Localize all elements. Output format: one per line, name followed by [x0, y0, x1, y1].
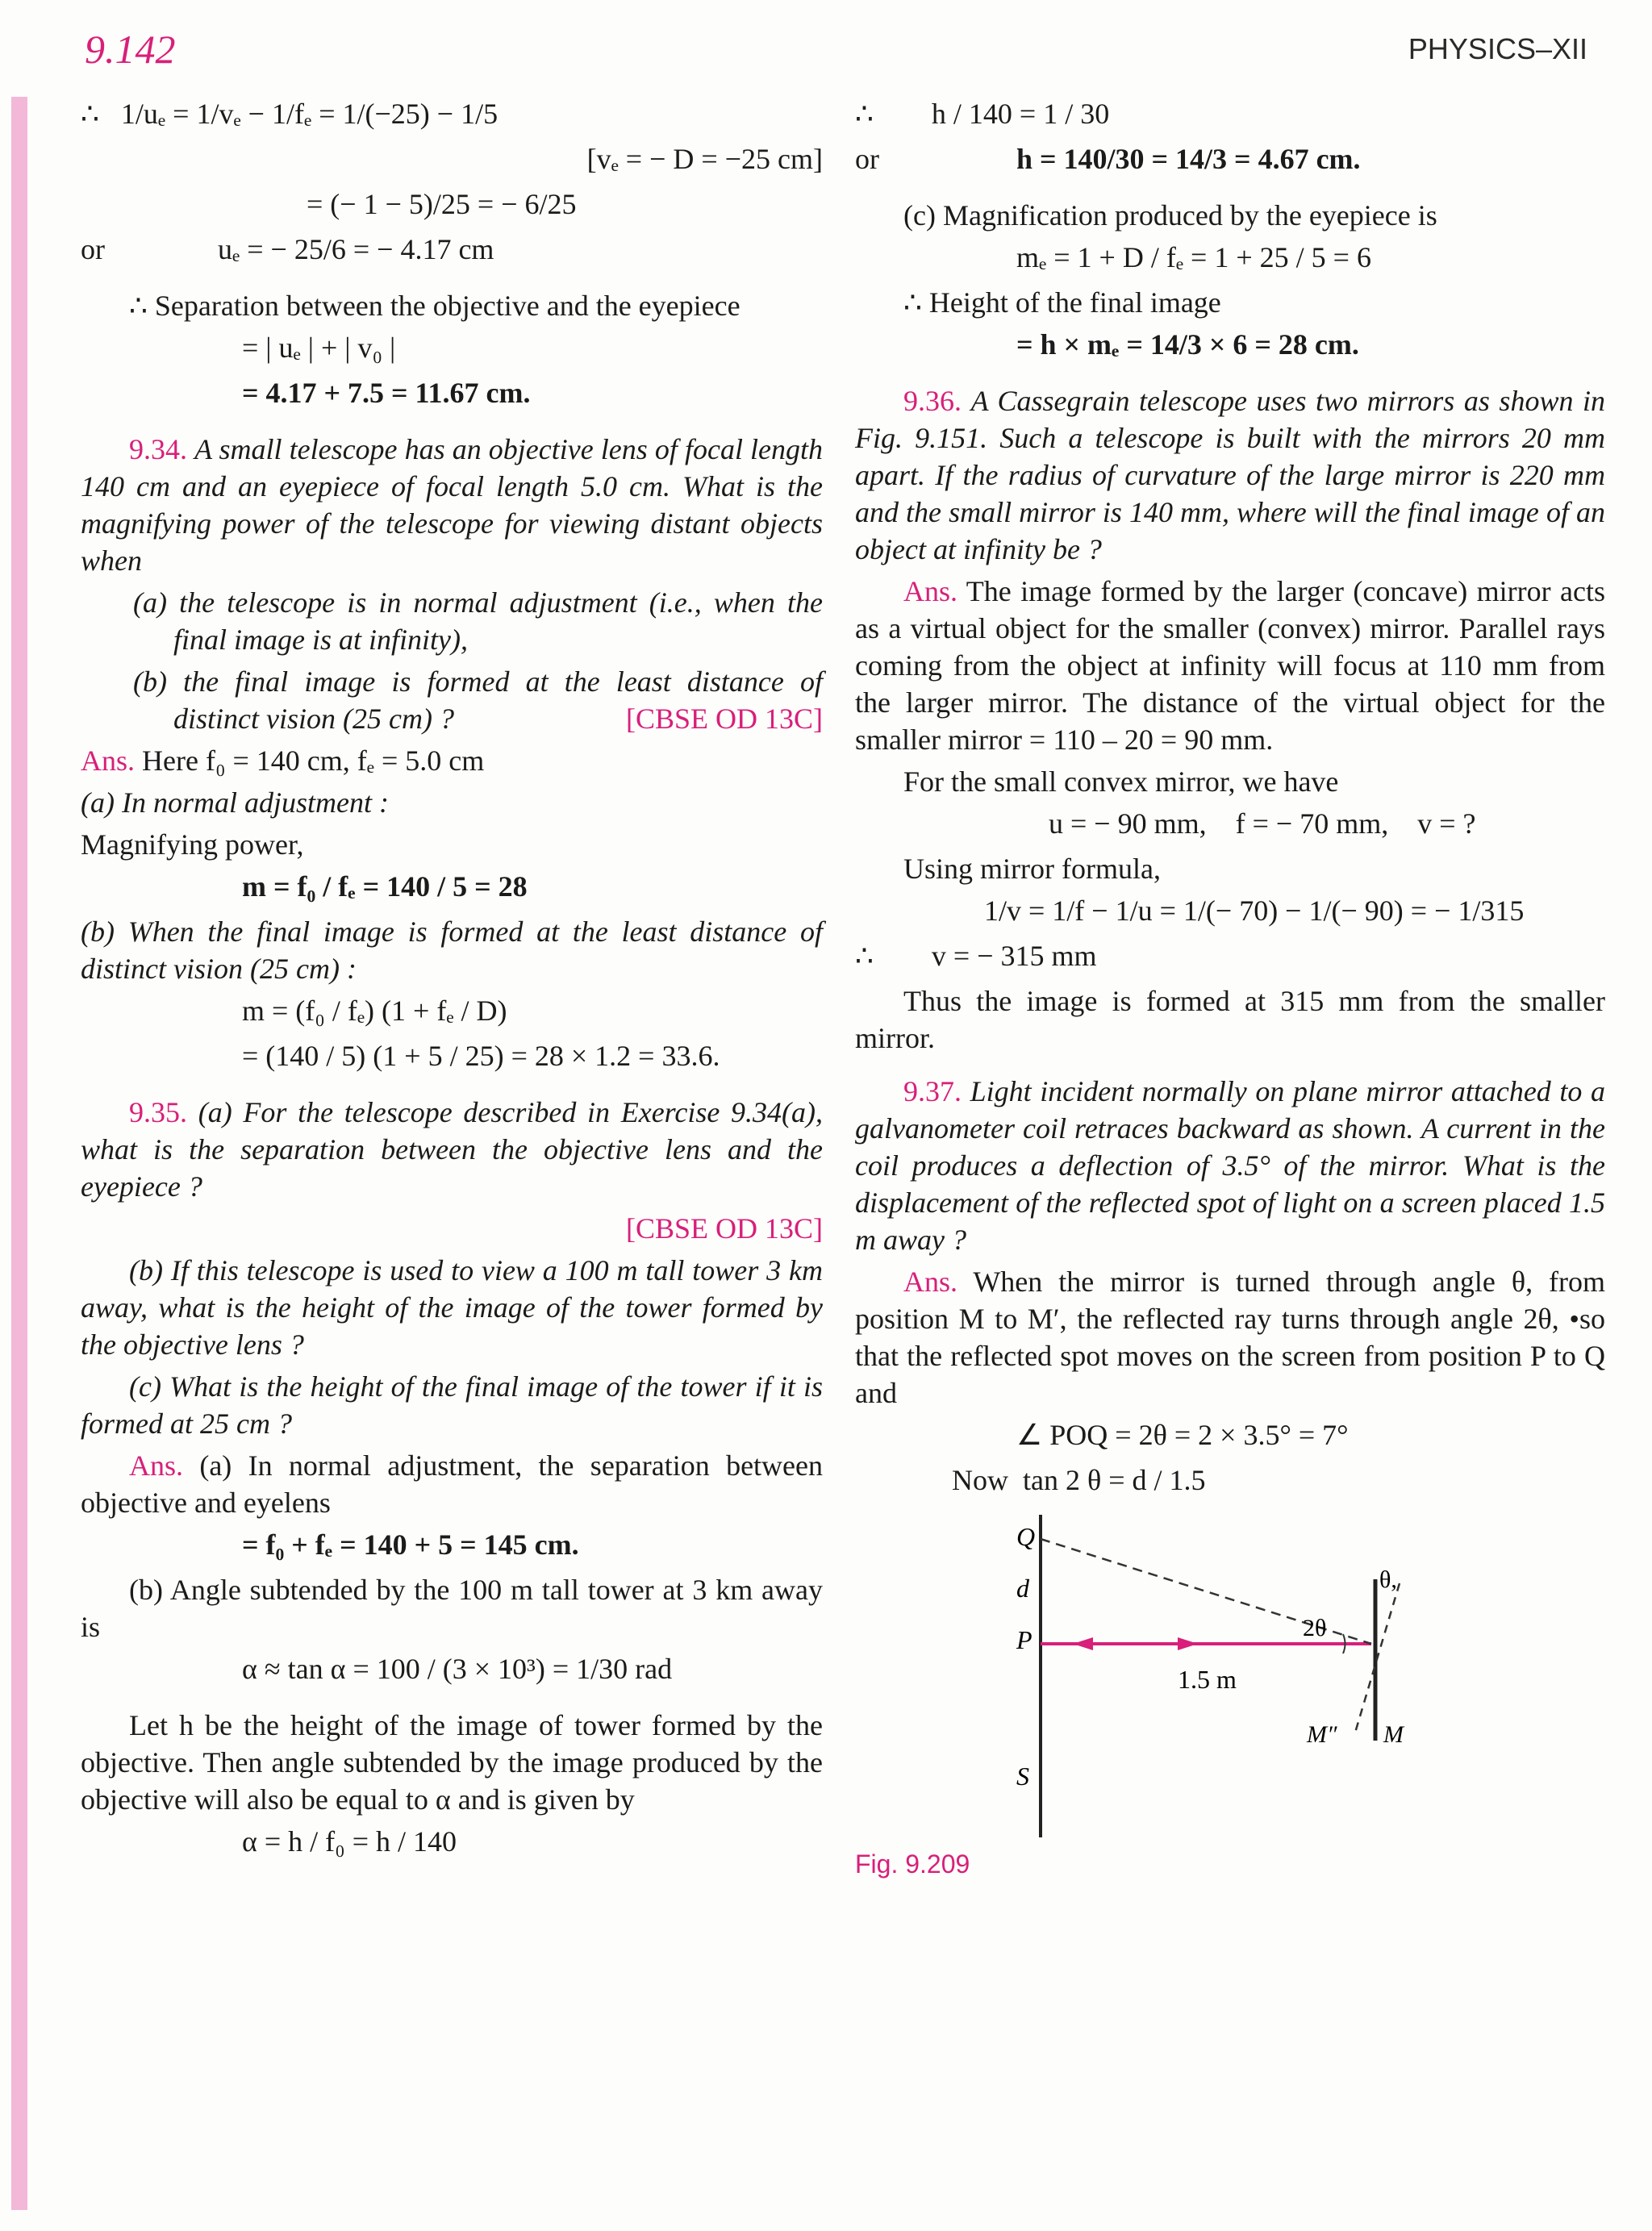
equation-h-ratio: ∴ h / 140 = 1 / 30 [855, 98, 1110, 130]
equation-separation: = f₀ + fₑ = 140 + 5 = 145 cm. [242, 1528, 579, 1561]
question-9-36 [855, 382, 1605, 568]
question-9-35-a: (a) For the telescope described in Exercise 9.34(a), what is the separation between the objective lens and the eyepiece ? [81, 1096, 823, 1203]
equation-h-value: h = 140/30 = 14/3 = 4.67 cm. [1016, 143, 1361, 175]
equation-ue-reciprocal: ∴ 1/uₑ = 1/vₑ − 1/fₑ = 1/(−25) − 1/5 [81, 98, 499, 130]
equation-h-value-row [855, 140, 1605, 177]
or-label: or [81, 233, 105, 265]
separation-equation-2: = 4.17 + 7.5 = 11.67 cm. [242, 377, 531, 409]
equation-ue-final: uₑ = − 25/6 = − 4.17 cm [218, 233, 494, 265]
equation-m-value: = (140 / 5) (1 + 5 / 25) = 28 × 1.2 = 33.6. [242, 1040, 720, 1072]
question-number: 9.37. [903, 1075, 962, 1107]
question-number: 9.34. [129, 433, 187, 465]
final-image-height-line: ∴ Height of the final image [903, 286, 1221, 319]
answer-label: Ans. [129, 1449, 184, 1482]
arrow-head-right [1178, 1637, 1198, 1650]
mirror-formula-head: Using mirror formula, [903, 853, 1161, 885]
label-distance: 1.5 m [1178, 1665, 1237, 1694]
answer-label: Ans. [903, 1266, 958, 1298]
label-theta: θ, [1379, 1566, 1397, 1593]
question-number: 9.36. [903, 385, 962, 417]
equation-m-least-distance: m = (f₀ / fₑ) (1 + fₑ / D) [242, 995, 507, 1027]
equation-me: mₑ = 1 + D / fₑ = 1 + 25 / 5 = 6 [1016, 241, 1371, 273]
question-9-35-c: (c) What is the height of the final image of the tower if it is formed at 25 cm ? [81, 1370, 823, 1440]
label-q: Q [1016, 1522, 1036, 1551]
galvanometer-mirror-figure [936, 1507, 1500, 1845]
question-text: Light incident normally on plane mirror attached to a galvanometer coil retraces backward as shown. A current in the coil produces a deflection of 3.5° of the mirror. What is the displacement of the reflected spot of light on a screen placed 1.5 m away ? [855, 1075, 1606, 1256]
mirror-formula: 1/v = 1/f − 1/u = 1/(− 70) − 1/(− 90) = − 1/315 [984, 894, 1525, 927]
answer-9-34-b-head: (b) When the final image is formed at the least distance of distinct vision (25 cm) : [81, 915, 823, 985]
separation-equation-1: = | uₑ | + | v₀ | [242, 332, 396, 364]
equation-alpha-h: α = h / f₀ = h / 140 [242, 1825, 457, 1858]
right-column [855, 95, 1605, 1883]
question-text: A Cassegrain telescope uses two mirrors as shown in Fig. 9.151. Such a telescope is built with the mirrors 20 mm apart. If the radius of curvature of the large mirror is 220 mm and the small mirror is 140 mm, where will the final image of an object at infinity be ? [855, 385, 1606, 565]
left-column [81, 95, 823, 1868]
question-9-34 [81, 431, 823, 579]
question-9-35-b: (b) If this telescope is used to view a 100 m tall tower 3 km away, what is the height of the image of the tower formed by the objective lens ? [81, 1254, 823, 1361]
equation-ue-final-row [81, 231, 823, 268]
equation-ue-value: = (− 1 − 5)/25 = − 6/25 [307, 188, 577, 220]
label-two-theta: 2θ [1303, 1615, 1327, 1641]
mirror-values: u = − 90 mm, f = − 70 mm, v = ? [1049, 807, 1476, 840]
answer-9-34-a-head: (a) In normal adjustment : [81, 786, 389, 819]
answer-label: Ans. [81, 744, 136, 777]
arrow-head-left [1073, 1637, 1093, 1650]
answer-9-35-b: (b) Angle subtended by the 100 m tall tower at 3 km away is [81, 1574, 823, 1643]
label-m: M [1383, 1721, 1404, 1748]
exam-tag: [CBSE OD 13C] [625, 703, 823, 735]
page-number: 9.142 [85, 27, 176, 72]
label-m-double-prime: M″ [1307, 1721, 1337, 1748]
or-label: or [855, 143, 879, 175]
question-9-34-a: (a) the telescope is in normal adjustment (i.e., when the final image is at infinity), [133, 586, 823, 656]
equation-note-ve: [vₑ = − D = −25 cm] [586, 143, 823, 175]
magnifying-power-label: Magnifying power, [81, 828, 304, 861]
image-distance: ∴ v = − 315 mm [855, 940, 1097, 972]
page-margin-stripe [11, 97, 27, 2210]
convex-mirror-line: For the small convex mirror, we have [903, 765, 1339, 798]
answer-9-36 [855, 573, 1605, 758]
label-d: d [1016, 1574, 1029, 1603]
answer-9-35-let-h: Let h be the height of the image of tower formed by the objective. Then angle subtended by the image produced by the objective will also be equal to α and is given by [81, 1709, 823, 1816]
question-9-34-b-row [81, 663, 823, 737]
question-text: A small telescope has an objective lens of focal length 140 cm and an eyepiece of focal length 5.0 cm. What is the magnifying power of the telescope for viewing distant objects when [81, 433, 824, 577]
question-9-34-b: (b) the final image is formed at the least distance of distinct vision (25 cm) ? [133, 665, 823, 735]
equation-final-height: = h × mₑ = 14/3 × 6 = 28 cm. [1016, 328, 1359, 361]
answer-9-35-a [81, 1447, 823, 1521]
label-p: P [1016, 1625, 1032, 1654]
exam-tag-row [81, 1210, 823, 1247]
answer-text: The image formed by the larger (concave) mirror acts as a virtual object for the smaller (convex) mirror. Parallel rays coming from the object at infinity will focus at 110 mm from the larger mirror. The distance of the virtual object for the smaller mirror = 110 – 20 = 90 mm. [855, 575, 1605, 756]
question-9-35-a-row [81, 1094, 823, 1205]
angle-poq: ∠ POQ = 2θ = 2 × 3.5° = 7° [1016, 1419, 1349, 1451]
answer-label: Ans. [903, 575, 958, 607]
answer-9-35-c-head: (c) Magnification produced by the eyepiece is [903, 199, 1437, 231]
answer-text: (a) In normal adjustment, the separation between objective and eyelens [81, 1449, 824, 1519]
answer-given: Here f₀ = 140 cm, fₑ = 5.0 cm [142, 744, 485, 777]
equation-alpha-tan: α ≈ tan α = 100 / (3 × 10³) = 1/30 rad [242, 1653, 673, 1685]
label-s: S [1016, 1762, 1029, 1791]
book-title: PHYSICS–XII [1408, 32, 1587, 65]
question-9-37 [855, 1073, 1605, 1258]
equation-m-normal: m = f₀ / fₑ = 140 / 5 = 28 [242, 870, 528, 903]
answer-text: When the mirror is turned through angle θ, from position M to M′, the reflected ray turns through angle 2θ, •so that the reflected spot moves on the screen from position P to Q and [855, 1266, 1605, 1409]
answer-9-36-conclusion: Thus the image is formed at 315 mm from the smaller mirror. [855, 985, 1605, 1054]
figure-caption: Fig. 9.209 [855, 1849, 970, 1879]
question-number: 9.35. [129, 1096, 187, 1128]
answer-9-37 [855, 1263, 1605, 1412]
separation-line: ∴ Separation between the objective and the eyepiece [129, 290, 740, 322]
exam-tag: [CBSE OD 13C] [625, 1212, 823, 1245]
tan-equation: Now tan 2 θ = d / 1.5 [952, 1464, 1206, 1496]
answer-9-34-here [81, 742, 823, 779]
